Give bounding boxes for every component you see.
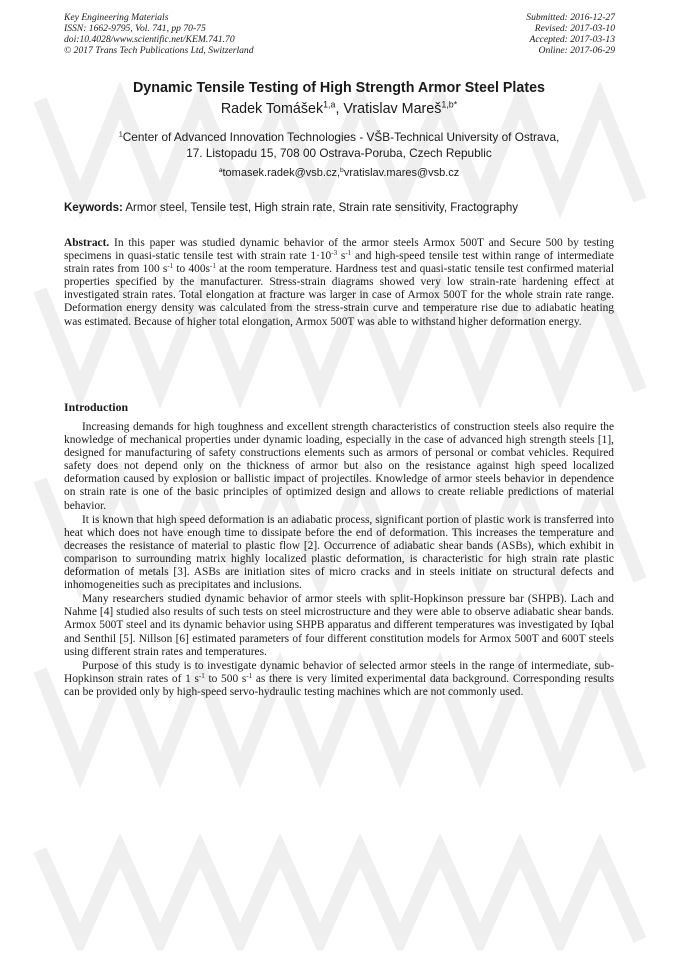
publication-dates <box>526 12 615 56</box>
abstract-sup-3: -1 <box>167 261 174 270</box>
author-2-affiliation: 1,b* <box>441 99 458 110</box>
intro-paragraph-4 <box>64 660 614 699</box>
journal-name: Key Engineering Materials <box>64 12 169 23</box>
intro-p4-text-2: to 500 s <box>204 672 247 685</box>
online-date: Online: 2017-06-29 <box>538 45 615 56</box>
intro-paragraph-1: Increasing demands for high toughness and excellent strength characteristics of construction steels also require the knowledge of mechanical properties under dynamic loading, especially in the case of advanced high strength steels [1], designed for manufacturing of safety constructions elements such as armors of personal or combat vehicles. Required safety does not depend only on the thickness of armor but also on the resistance against high speed localized deformation caused by explosion or ballistic impact of projectiles. Knowledge of armor steels behavior in dependence on strain rate is one of the basic principles of optimized design and allows to create reliable predictions of material behavior. <box>64 421 614 512</box>
submitted-date: Submitted: 2016-12-27 <box>526 12 615 23</box>
affiliation-line-2: 17. Listopadu 15, 708 00 Ostrava-Poruba, Czech Republic <box>186 146 492 160</box>
abstract-sup-4: -1 <box>209 261 216 270</box>
abstract-sup-1: -3 <box>331 248 338 257</box>
author-1-affiliation: 1,a <box>323 99 336 110</box>
affiliation-marker: 1 <box>118 129 123 139</box>
abstract <box>64 237 614 329</box>
copyright-line: © 2017 Trans Tech Publications Ltd, Switzerland <box>64 45 254 56</box>
abstract-text-5: at the room temperature. Hardness test and quasi-static tensile test confirmed material properties specified by the manufacturer. Stress-strain diagrams showed very low strain-rate hardening effect at investigated strain rates. Total elongation at fracture was larger in case of Armox 500T for the whole strain rate range. Deformation energy density was calculated from the stress-strain curve and temperature rise due to adiabatic heating was estimated. Because of higher total elongation, Armox 500T was able to withstand higher deformation energy. <box>64 263 614 328</box>
affiliation-line-1 <box>0 130 678 144</box>
author-line <box>0 101 678 117</box>
keywords-text: Armor steel, Tensile test, High strain rate, Strain rate sensitivity, Fractography <box>125 202 519 214</box>
abstract-text-3: and high-speed tensile test within range of intermediate strain rates from 100 s <box>64 250 614 276</box>
issn-line: ISSN: 1662-9795, Vol. 741, pp 70-75 <box>64 23 206 34</box>
intro-p4-sup-1: -1 <box>198 671 205 680</box>
doi-line: doi:10.4028/www.scientific.net/KEM.741.70 <box>64 34 235 45</box>
abstract-text-4: to 400s <box>173 263 210 276</box>
abstract-text-1: In this paper was studied dynamic behavior of the armor steels Armox 500T and Secure 500 by testing specimens in quasi-static tensile test with strain rate 1·10 <box>64 237 614 263</box>
author-2: Vratislav Mareš <box>343 101 442 117</box>
intro-paragraph-3: Many researchers studied dynamic behavior of armor steels with split-Hopkinson pressure bar (SHPB). Lach and Nahme [4] studied also results of such tests on steel microstructure and they were able to observe adiabatic shear bands. Armox 500T steel and its dynamic behavior using SHPB apparatus and different temperatures was investigated by Iqbal and Senthil [5]. Nillson [6] estimated parameters of four different constitution models for Armox 500T and 600T steels using different strain rates and temperatures. <box>64 593 614 658</box>
keywords-label: Keywords: <box>64 202 123 214</box>
author-separator: , <box>335 101 344 117</box>
paper-title: Dynamic Tensile Testing of High Strength Armor Steel Plates <box>132 80 546 96</box>
intro-p4-sup-2: -1 <box>246 671 253 680</box>
abstract-label: Abstract. <box>64 237 110 249</box>
affiliation-text-1: Center of Advanced Innovation Technologies - VŠB-Technical University of Ostrava, <box>122 130 560 144</box>
accepted-date: Accepted: 2017-03-13 <box>529 34 615 45</box>
intro-paragraph-2: It is known that high speed deformation is an adiabatic process, significant portion of plastic work is transferred into heat which does not have enough time to dissipate before the end of deformation. This increases the temperature and decreases the resistance of material to plastic flow [2]. Occurrence of adiabatic shear bands (ASBs), which exhibit in comparison to surrounding matrix highly localized plastic deformation, is characteristic for high strain rate plastic deformation of metals [3]. ASBs are initiation sites of micro cracks and in steels initiate on structural defects and inhomogeneities such as precipitates and inclusions. <box>64 513 614 592</box>
email-a[interactable]: tomasek.radek@vsb.cz, <box>222 167 341 179</box>
revised-date: Revised: 2017-03-10 <box>534 23 615 34</box>
introduction-heading: Introduction <box>64 400 129 414</box>
email-b-marker: b <box>340 166 344 174</box>
introduction-body <box>64 421 614 700</box>
email-a-marker: a <box>218 166 223 174</box>
abstract-sup-2: -1 <box>345 248 352 257</box>
email-b[interactable]: vratislav.mares@vsb.cz <box>343 167 460 179</box>
abstract-text-2: s <box>337 250 346 263</box>
intro-p4-text-3: as there is very limited experimental data background. Corresponding results can be provided only by high-speed servo-hydraulic testing machines which are not commonly used. <box>64 672 614 698</box>
journal-info <box>64 12 254 56</box>
abstract-paragraph <box>64 237 614 329</box>
intro-p4-text-1: Purpose of this study is to investigate dynamic behavior of selected armor steels in the range of intermediate, sub-Hopkinson strain rates of 1 s <box>64 659 614 685</box>
author-1: Radek Tomášek <box>220 101 324 117</box>
author-emails <box>0 167 678 179</box>
keywords <box>64 202 624 214</box>
